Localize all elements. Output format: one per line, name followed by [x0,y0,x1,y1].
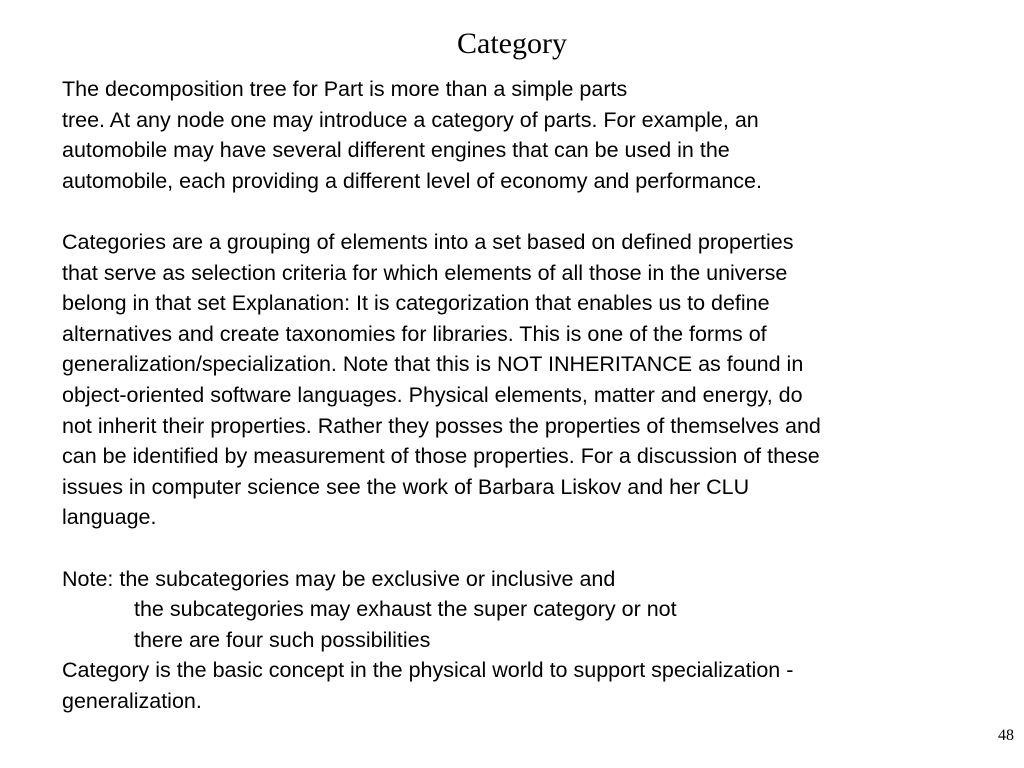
text-line: can be identified by measurement of those properties. For a discussion of these [62,444,820,469]
text-line: belong in that set Explanation: It is categorization that enables us to define [62,291,770,316]
text-line: object-oriented software languages. Physical elements, matter and energy, do [62,382,803,407]
text-line: alternatives and create taxonomies for libraries. This is one of the forms of [62,321,767,346]
paragraph-note [62,564,1007,717]
paragraph-categories-definition [62,227,1007,533]
slide-body [62,74,1007,716]
text-line: Category is the basic concept in the physical world to support specialization - [62,658,794,683]
paragraph-spacer [62,196,1007,227]
text-line: Categories are a grouping of elements into a set based on defined properties [62,229,794,254]
paragraph-decomposition-tree [62,74,1007,196]
text-line: generalization. [62,688,202,713]
text-line: tree. At any node one may introduce a category of parts. For example, an [62,107,759,132]
indented-line: the subcategories may exhaust the super category or not [134,597,677,622]
text-line: language. [62,505,157,530]
page-number: 48 [998,727,1014,744]
slide-title: Category [457,27,567,60]
text-line: The decomposition tree for Part is more than a simple parts [62,77,628,101]
indented-line: there are four such possibilities [134,627,431,652]
text-line: generalization/specialization. Note that this is NOT INHERITANCE as found in [62,352,804,377]
note-line: Note: the subcategories may be exclusive or inclusive and [62,566,616,591]
text-line: not inherit their properties. Rather they posses the properties of themselves and [62,413,821,438]
text-line: automobile, each providing a different level of economy and performance. [62,168,762,193]
text-line: automobile may have several different engines that can be used in the [62,138,730,163]
paragraph-spacer [62,533,1007,564]
text-line: issues in computer science see the work of Barbara Liskov and her CLU [62,474,750,499]
text-line: that serve as selection criteria for which elements of all those in the universe [62,260,788,285]
